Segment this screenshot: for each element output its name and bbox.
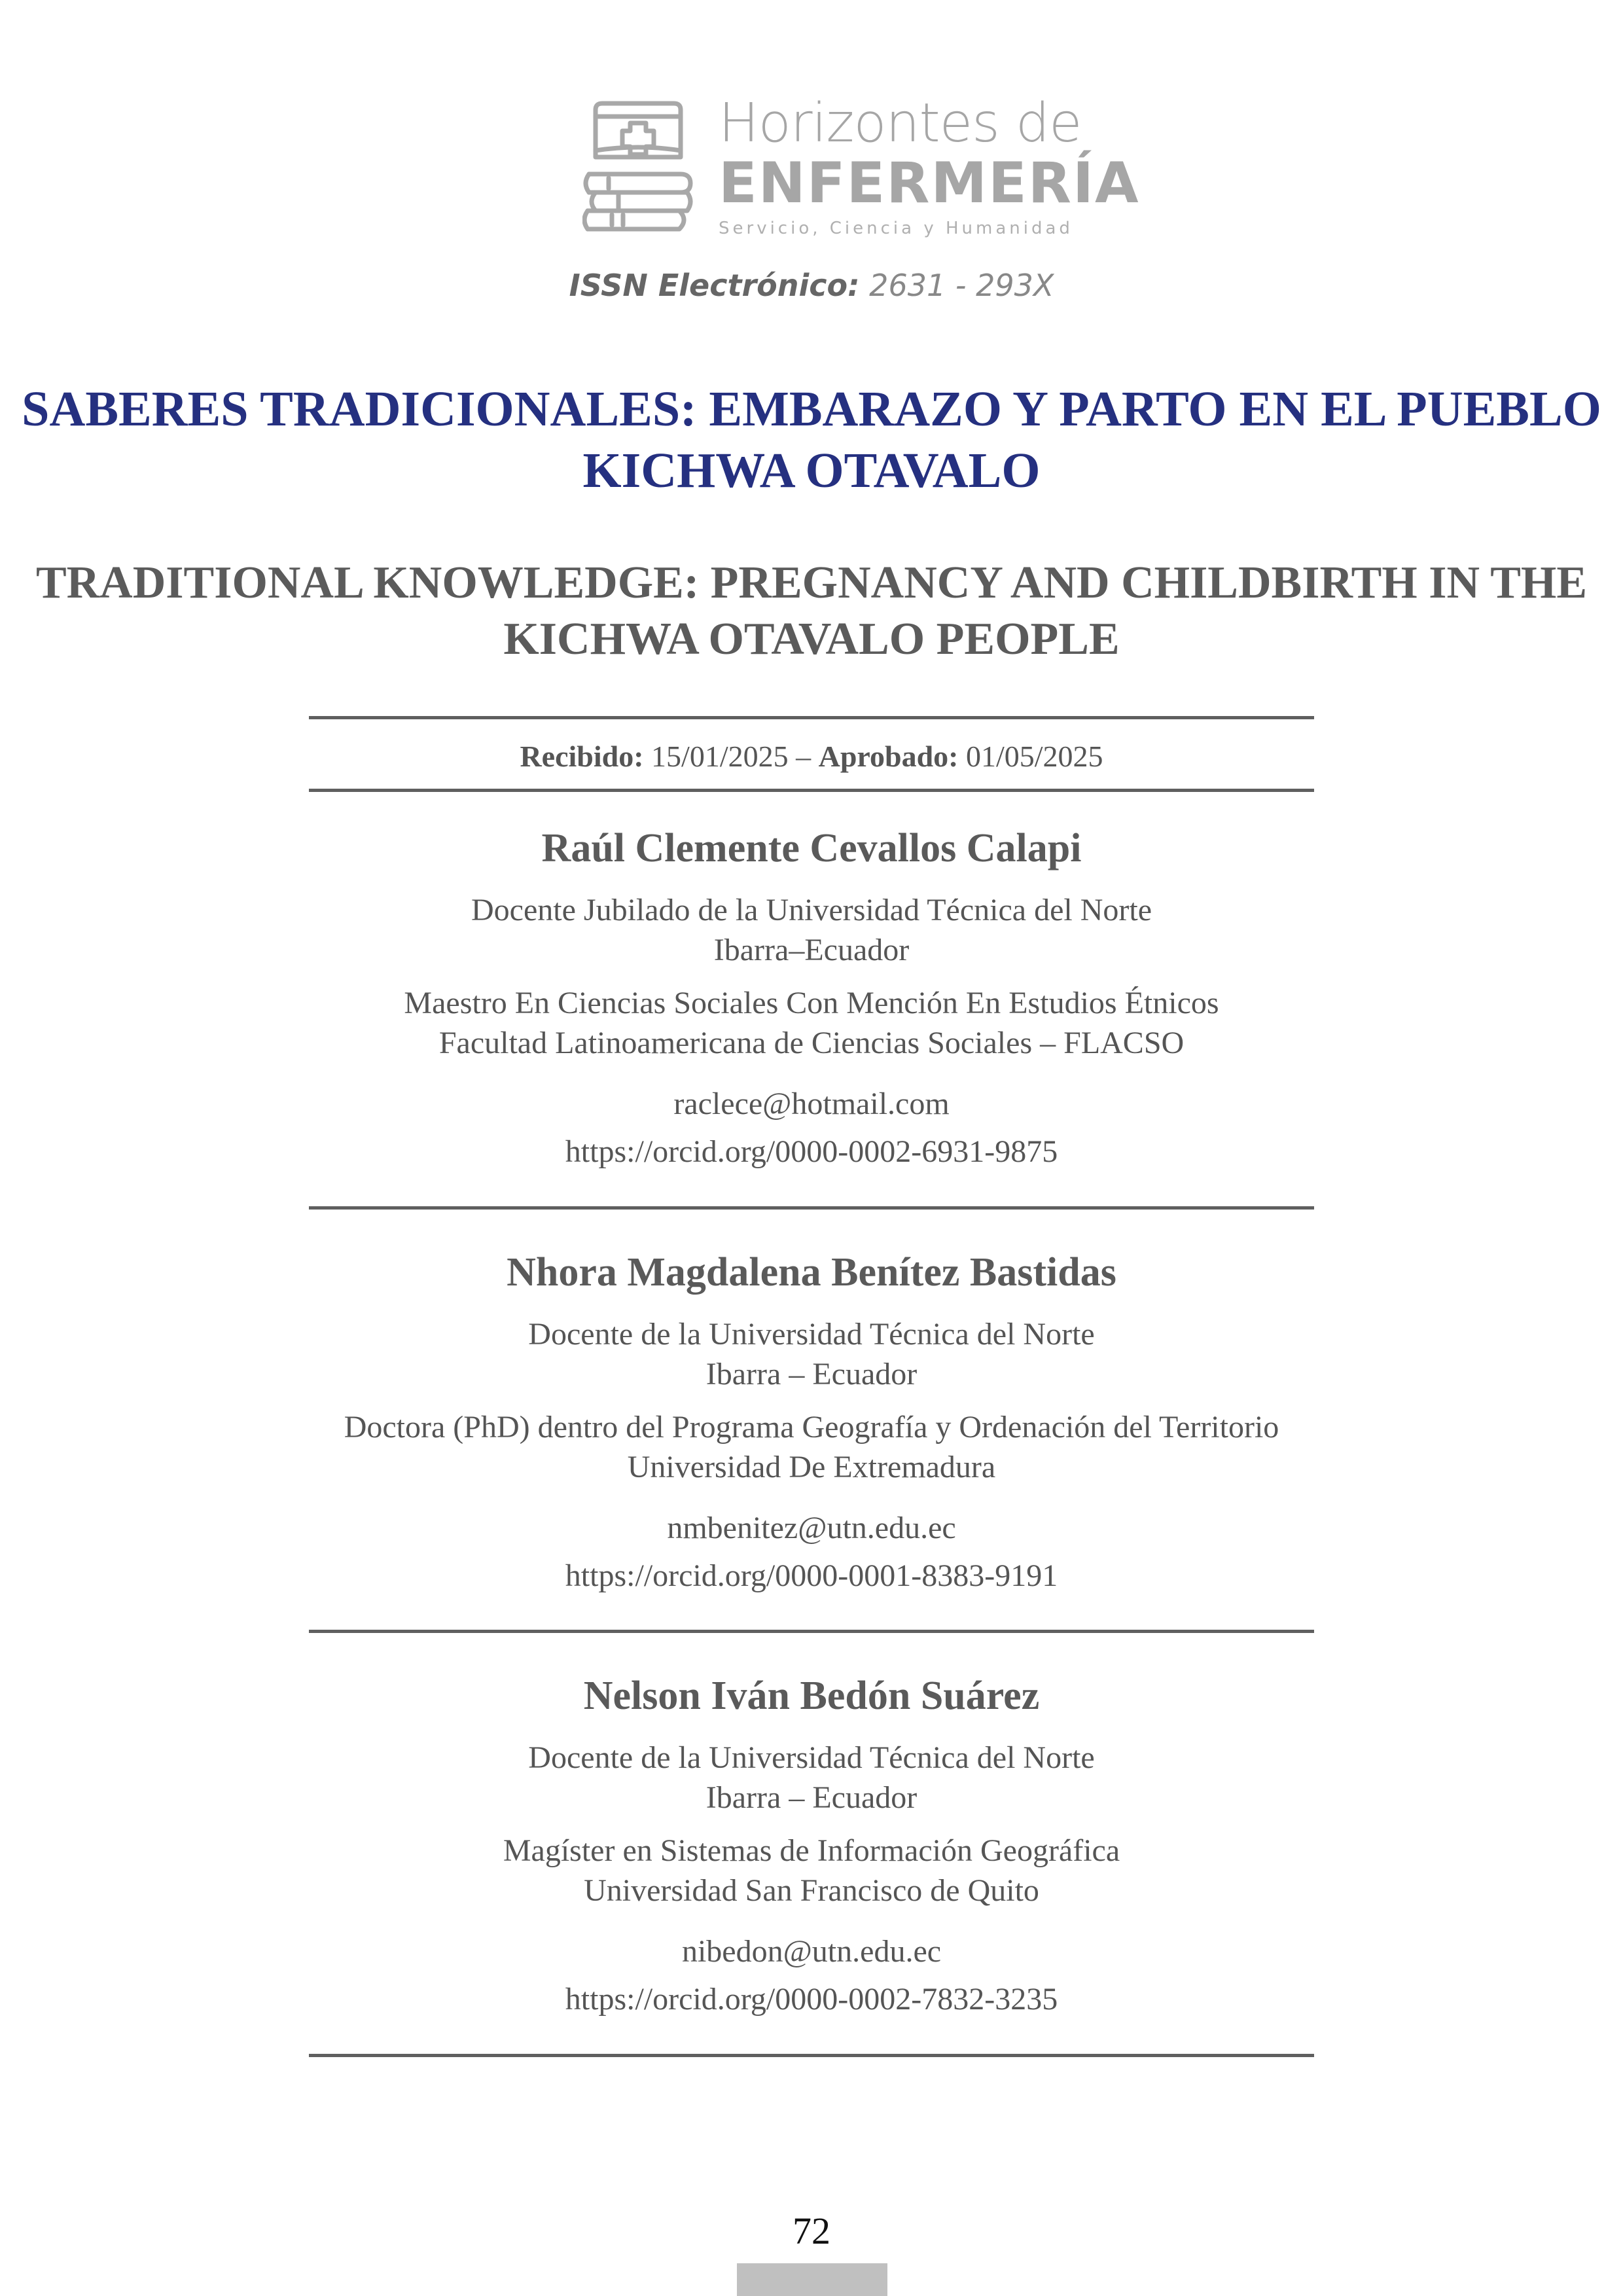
author-position: Docente de la Universidad Técnica del Norte [528, 1740, 1095, 1775]
author-email[interactable]: nibedon@utn.edu.ec [681, 1934, 942, 1969]
author-position: Docente Jubilado de la Universidad Técnica del Norte [471, 893, 1152, 927]
logo-tagline: Servicio, Ciencia y Humanidad [719, 219, 1073, 238]
divider-author-3 [309, 2054, 1314, 2057]
author-position: Docente de la Universidad Técnica del Norte [528, 1317, 1095, 1352]
author-block [0, 1249, 1623, 1596]
author-email[interactable]: nmbenitez@utn.edu.ec [667, 1511, 956, 1545]
author-degree: Maestro En Ciencias Sociales Con Mención En Estudios Étnicos [404, 986, 1219, 1020]
title-spanish-text: SABERES TRADICIONALES: EMBARAZO Y PARTO EN EL PUEBLO KICHWA OTAVALO [22, 382, 1601, 498]
author-location: Ibarra–Ecuador [713, 933, 910, 967]
divider-top [309, 716, 1314, 719]
title-english-text: TRADITIONAL KNOWLEDGE: PREGNANCY AND CHILDBIRTH IN THE KICHWA OTAVALO PEOPLE [35, 558, 1588, 664]
issn-value: 2631 - 293X [869, 268, 1054, 303]
author-email[interactable]: raclece@hotmail.com [673, 1086, 950, 1121]
author-institution: Universidad San Francisco de Quito [584, 1873, 1039, 1908]
journal-logo [582, 92, 1140, 238]
author-orcid-link[interactable]: https://orcid.org/0000-0001-8383-9191 [565, 1558, 1058, 1593]
author-degree: Doctora (PhD) dentro del Programa Geografía y Ordenación del Territorio [344, 1410, 1279, 1444]
approved-label: Aprobado: [818, 740, 959, 773]
author-institution: Universidad De Extremadura [627, 1450, 996, 1484]
author-institution: Facultad Latinoamericana de Ciencias Sociales – FLACSO [438, 1026, 1185, 1060]
submission-dates [0, 738, 1623, 775]
author-location: Ibarra – Ecuador [705, 1357, 918, 1391]
page-tab-marker [737, 2263, 887, 2296]
approved-date: 01/05/2025 [965, 740, 1103, 773]
author-orcid-link[interactable]: https://orcid.org/0000-0002-7832-3235 [565, 1982, 1058, 2017]
divider-author-1 [309, 1206, 1314, 1210]
logo-title-line2: ENFERMERÍA [719, 151, 1140, 216]
logo-text [719, 92, 1140, 238]
divider-author-2 [309, 1630, 1314, 1633]
author-block [0, 825, 1623, 1172]
author-name: Nelson Iván Bedón Suárez [583, 1674, 1040, 1718]
divider-dates [309, 789, 1314, 792]
author-orcid-link[interactable]: https://orcid.org/0000-0002-6931-9875 [565, 1134, 1058, 1169]
author-degree: Magíster en Sistemas de Información Geográfica [503, 1833, 1120, 1868]
author-location: Ibarra – Ecuador [705, 1780, 918, 1815]
title-spanish [0, 378, 1623, 501]
author-name: Raúl Clemente Cevallos Calapi [541, 826, 1082, 870]
logo-title-line1: Horizontes de [719, 92, 1082, 154]
issn-line [0, 267, 1623, 304]
author-name: Nhora Magdalena Benítez Bastidas [507, 1250, 1116, 1295]
title-english [0, 555, 1623, 668]
nurse-cap-books-icon [582, 97, 694, 234]
dates-separator: – [796, 740, 812, 773]
received-label: Recibido: [520, 740, 644, 773]
issn-label: ISSN Electrónico: [569, 268, 860, 303]
author-block [0, 1672, 1623, 2019]
received-date: 15/01/2025 [651, 740, 789, 773]
page-number: 72 [793, 2210, 830, 2252]
